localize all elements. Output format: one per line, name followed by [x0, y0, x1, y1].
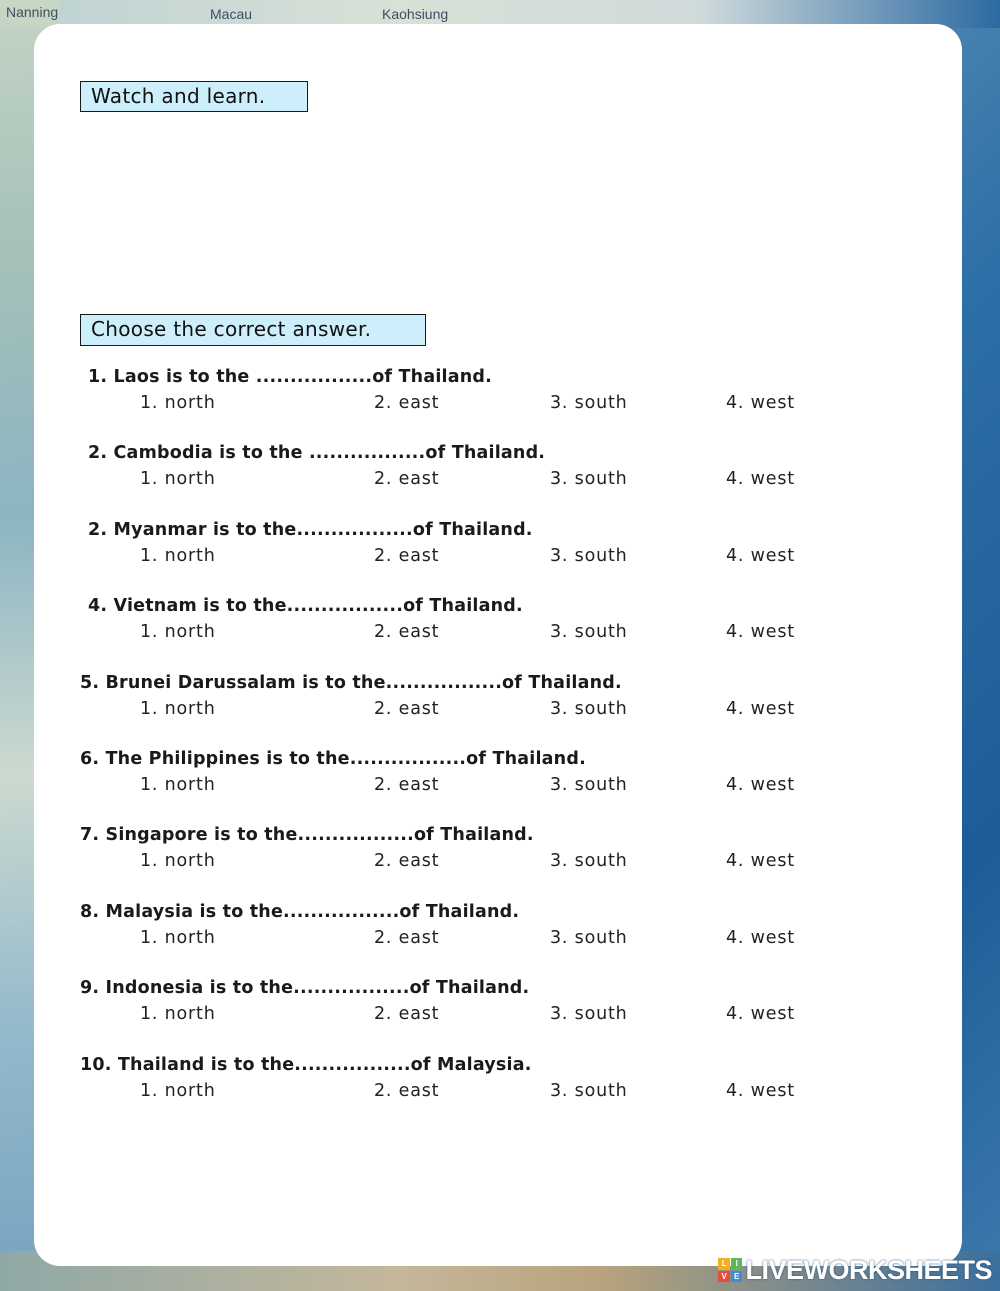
liveworksheets-wordmark: LIVEWORKSHEETS [745, 1254, 992, 1285]
answer-option[interactable]: 3. south [550, 622, 628, 643]
answer-option[interactable]: 1. north [140, 622, 216, 643]
answer-option[interactable]: 2. east [374, 393, 440, 413]
question-text: 1. Laos is to the .................of Thailand. [88, 367, 492, 387]
answer-option[interactable]: 4. west [726, 469, 795, 490]
answer-option[interactable]: 3. south [550, 1080, 628, 1101]
question-text: 9. Indonesia is to the.................of Thailand. [80, 978, 530, 999]
answer-option[interactable]: 3. south [550, 393, 628, 413]
answer-option[interactable]: 4. west [726, 622, 795, 643]
answer-option[interactable]: 2. east [374, 469, 440, 490]
map-label-kaohsiung: Kaohsiung [382, 6, 449, 22]
answer-option[interactable]: 4. west [726, 698, 795, 719]
answer-option[interactable]: 2. east [374, 1004, 440, 1025]
question-text: 8. Malaysia is to the.................of Thailand. [80, 901, 520, 922]
answer-option[interactable]: 1. north [140, 927, 216, 948]
question-text: 6. The Philippines is to the.................of Thailand. [80, 749, 586, 769]
answer-option[interactable]: 4. west [726, 1004, 795, 1025]
answer-option[interactable]: 1. north [140, 1080, 216, 1101]
answer-option[interactable]: 4. west [726, 545, 795, 566]
question-text: 5. Brunei Darussalam is to the.................of Thailand. [80, 672, 622, 693]
question-text: 4. Vietnam is to the.................of Thailand. [88, 596, 523, 617]
answer-option[interactable]: 1. north [140, 469, 216, 490]
liveworksheets-logo-icon [718, 1258, 742, 1282]
answer-option[interactable]: 2. east [374, 698, 440, 719]
answer-option[interactable]: 1. north [140, 545, 216, 566]
answer-option[interactable]: 3. south [550, 1004, 628, 1025]
logo-mark-letter: I [731, 1258, 743, 1270]
question-text: 2. Myanmar is to the.................of Thailand. [88, 519, 533, 540]
answer-option[interactable]: 3. south [550, 545, 628, 566]
answer-option[interactable]: 4. west [726, 851, 795, 872]
answer-option[interactable]: 2. east [374, 775, 440, 795]
question-text: 10. Thailand is to the.................of Malaysia. [80, 1054, 532, 1075]
answer-option[interactable]: 2. east [374, 851, 440, 872]
answer-option[interactable]: 1. north [140, 775, 216, 795]
logo-mark-letter: E [731, 1271, 743, 1283]
answer-option[interactable]: 3. south [550, 469, 628, 490]
answer-option[interactable]: 1. north [140, 851, 216, 872]
answer-option[interactable]: 3. south [550, 698, 628, 719]
answer-option[interactable]: 4. west [726, 1080, 795, 1101]
answer-option[interactable]: 2. east [374, 545, 440, 566]
answer-option[interactable]: 4. west [726, 927, 795, 948]
logo-mark-letter: V [718, 1271, 730, 1283]
map-label-macau: Macau [210, 6, 253, 22]
question-text: 7. Singapore is to the.................of Thailand. [80, 825, 534, 846]
logo-mark-letter: L [718, 1258, 730, 1270]
answer-option[interactable]: 1. north [140, 1004, 216, 1025]
choose-answer-heading: Choose the correct answer. [80, 314, 426, 346]
question-text: 2. Cambodia is to the .................of Thailand. [88, 443, 546, 464]
map-label-nanning: Nanning [6, 4, 59, 20]
answer-option[interactable]: 4. west [726, 775, 795, 795]
answer-option[interactable]: 2. east [374, 927, 440, 948]
worksheet-page [34, 24, 962, 1266]
watch-and-learn-heading: Watch and learn. [80, 81, 308, 112]
answer-option[interactable]: 3. south [550, 927, 628, 948]
answer-option[interactable]: 1. north [140, 393, 216, 413]
answer-option[interactable]: 4. west [726, 393, 795, 413]
answer-option[interactable]: 3. south [550, 851, 628, 872]
answer-option[interactable]: 2. east [374, 1080, 440, 1101]
answer-option[interactable]: 1. north [140, 698, 216, 719]
answer-option[interactable]: 3. south [550, 775, 628, 795]
answer-option[interactable]: 2. east [374, 622, 440, 643]
liveworksheets-logo [718, 1255, 992, 1285]
